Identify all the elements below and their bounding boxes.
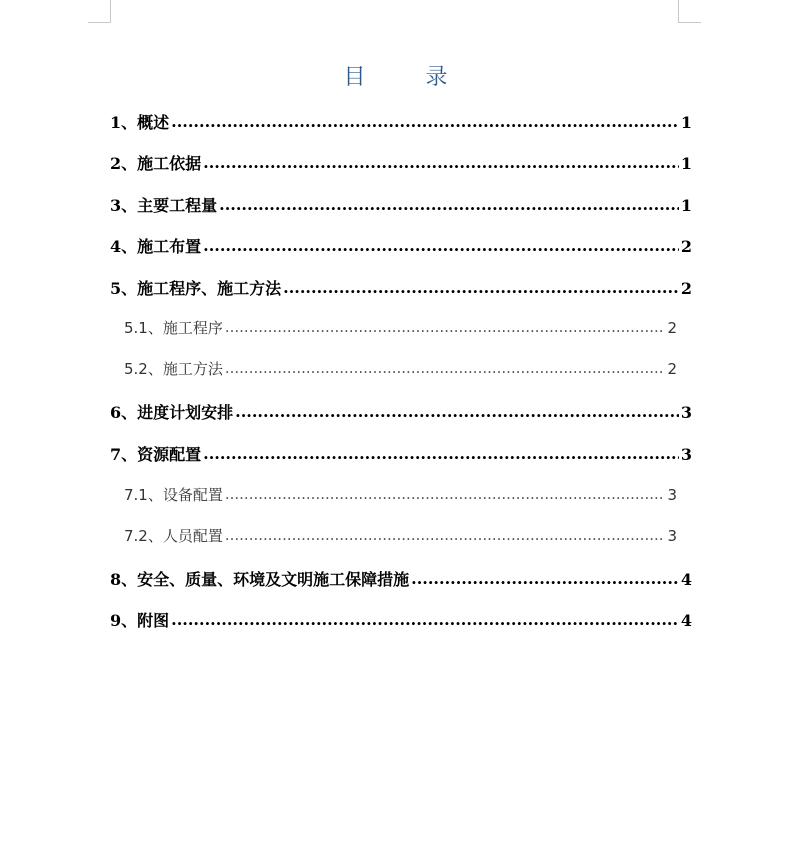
toc-entry-page: 2	[667, 319, 677, 337]
toc-entry-5-1[interactable]	[124, 317, 677, 338]
toc-leader-dots	[225, 526, 666, 544]
toc-entry-label: 7、资源配置	[110, 445, 202, 464]
toc-leader-dots	[171, 610, 679, 629]
toc-entry-7-1[interactable]	[124, 484, 677, 505]
toc-title-char-2: 录	[425, 65, 448, 90]
toc-title-char-1: 目	[343, 65, 366, 90]
toc-entry-page: 1	[680, 196, 692, 215]
toc-entry-7[interactable]	[110, 442, 692, 465]
toc-entry-8[interactable]	[110, 567, 692, 590]
toc-entry-label: 5、施工程序、施工方法	[110, 279, 282, 298]
toc-leader-dots	[203, 153, 679, 172]
toc-leader-dots	[225, 485, 666, 503]
toc-leader-dots	[203, 444, 679, 463]
toc-entry-label: 6、进度计划安排	[110, 403, 234, 422]
toc-entry-page: 3	[667, 486, 677, 504]
toc-leader-dots	[225, 318, 666, 336]
toc-entry-6[interactable]	[110, 400, 692, 423]
toc-entry-page: 3	[680, 445, 692, 464]
toc-entry-label: 2、施工依据	[110, 154, 202, 173]
toc-entry-page: 1	[680, 113, 692, 132]
toc-leader-dots	[225, 359, 666, 377]
toc-entry-page: 4	[680, 611, 692, 630]
toc-entry-label: 7.2、人员配置	[124, 527, 223, 545]
toc-entry-page: 2	[667, 360, 677, 378]
toc-entry-4[interactable]	[110, 234, 692, 257]
toc-entry-label: 1、概述	[110, 113, 170, 132]
toc-entry-page: 3	[667, 527, 677, 545]
toc-entry-page: 4	[680, 570, 692, 589]
toc-title	[0, 60, 791, 91]
toc-entry-label: 7.1、设备配置	[124, 486, 223, 504]
toc-entry-label: 3、主要工程量	[110, 196, 218, 215]
toc-entry-label: 5.1、施工程序	[124, 319, 223, 337]
toc-entry-3[interactable]	[110, 193, 692, 216]
toc-leader-dots	[219, 195, 679, 214]
toc-leader-dots	[411, 569, 679, 588]
toc-entry-1[interactable]	[110, 110, 692, 133]
toc-entry-5[interactable]	[110, 276, 692, 299]
toc-leader-dots	[171, 112, 679, 131]
toc-entry-9[interactable]	[110, 608, 692, 631]
crop-mark-top-left	[88, 0, 111, 23]
toc-entry-page: 2	[680, 279, 692, 298]
toc-entry-label: 8、安全、质量、环境及文明施工保障措施	[110, 570, 410, 589]
toc-entry-7-2[interactable]	[124, 525, 677, 546]
toc-entry-2[interactable]	[110, 151, 692, 174]
toc-leader-dots	[283, 278, 679, 297]
toc-entry-label: 4、施工布置	[110, 237, 202, 256]
toc-entry-label: 5.2、施工方法	[124, 360, 223, 378]
toc-entry-page: 1	[680, 154, 692, 173]
toc-entry-label: 9、附图	[110, 611, 170, 630]
toc-leader-dots	[235, 402, 679, 421]
toc-entry-page: 3	[680, 403, 692, 422]
crop-mark-top-right	[678, 0, 701, 23]
toc-entry-5-2[interactable]	[124, 358, 677, 379]
toc-leader-dots	[203, 236, 679, 255]
toc-entry-page: 2	[680, 237, 692, 256]
